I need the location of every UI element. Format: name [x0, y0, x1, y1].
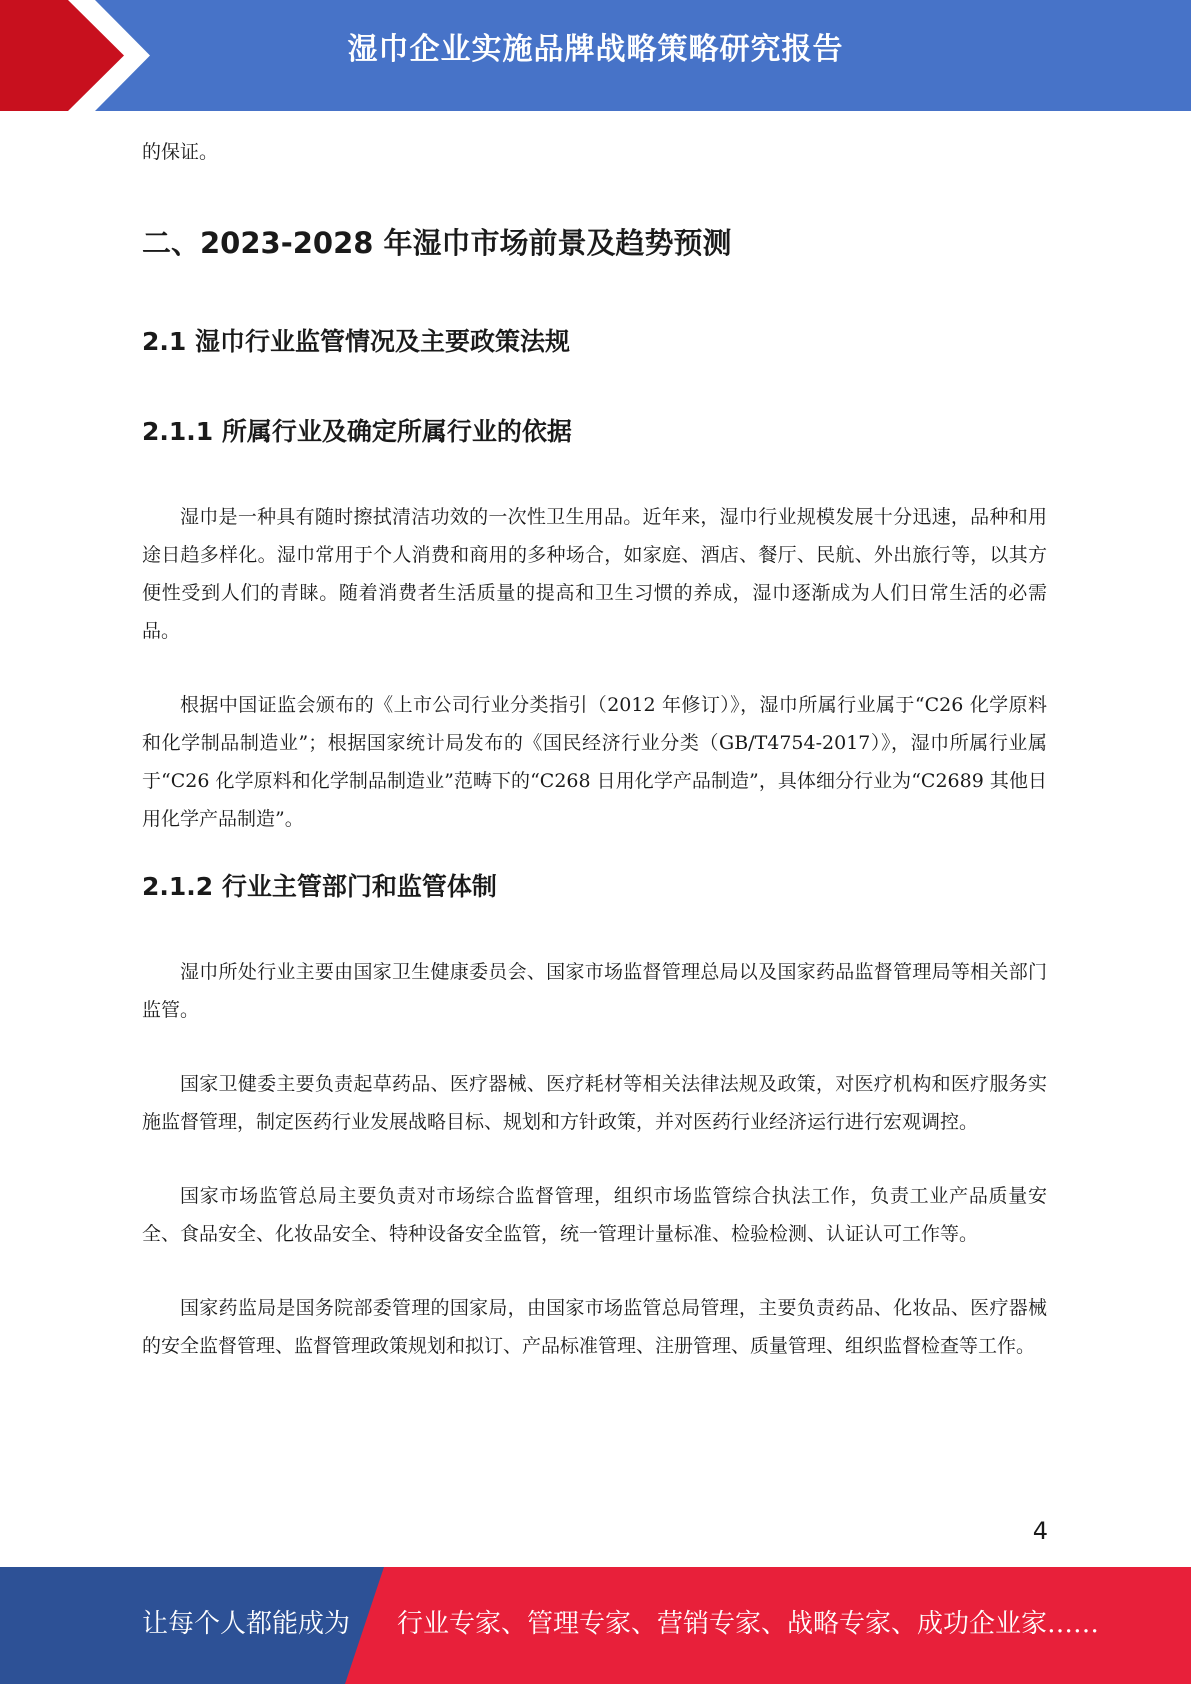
page-content [142, 133, 1047, 1365]
footer-band [0, 1567, 1191, 1684]
footer-slogan-tail: 行业专家、管理专家、营销专家、战略专家、成功企业家…… [397, 1609, 1100, 1639]
page-number: 4 [1032, 1517, 1048, 1545]
paragraph: 国家药监局是国务院部委管理的国家局，由国家市场监管总局管理，主要负责药品、化妆品、医疗器械的安全监督管理、监督管理政策规划和拟订、产品标准管理、注册管理、质量管理、组织监督检查等工作。 [142, 1297, 1047, 1357]
subsection-heading: 2.1 湿巾行业监管情况及主要政策法规 [142, 327, 570, 356]
continuation-text: 的保证。 [142, 141, 219, 163]
paragraph: 根据中国证监会颁布的《上市公司行业分类指引（2012 年修订）》，湿巾所属行业属于“C26 化学原料和化学制品制造业”；根据国家统计局发布的《国民经济行业分类（GB/T4754-2017）》，湿巾所属行业属于“C26 化学原料和化学制品制造业”范畴下的“C268 日用化学产品制造”，具体细分行业为“C2689 其他日用化学产品制造”。 [142, 694, 1047, 830]
footer-slogan-lead: 让每个人都能成为 [142, 1609, 351, 1639]
subsubsection-heading-2-1-1: 2.1.1 所属行业及确定所属行业的依据 [142, 417, 572, 446]
subsubsection-heading-2-1-2: 2.1.2 行业主管部门和监管体制 [142, 872, 497, 901]
header-band [0, 0, 1191, 111]
paragraph: 国家卫健委主要负责起草药品、医疗器械、医疗耗材等相关法律法规及政策，对医疗机构和医疗服务实施监督管理，制定医药行业发展战略目标、规划和方针政策，并对医药行业经济运行进行宏观调控。 [142, 1073, 1047, 1133]
section-heading: 二、2023-2028 年湿巾市场前景及趋势预测 [142, 226, 732, 260]
paragraph: 湿巾是一种具有随时擦拭清洁功效的一次性卫生用品。近年来，湿巾行业规模发展十分迅速，品种和用途日趋多样化。湿巾常用于个人消费和商用的多种场合，如家庭、酒店、餐厅、民航、外出旅行等，以其方便性受到人们的青睐。随着消费者生活质量的提高和卫生习惯的养成，湿巾逐渐成为人们日常生活的必需品。 [142, 506, 1047, 642]
paragraph: 国家市场监管总局主要负责对市场综合监督管理，组织市场监管综合执法工作，负责工业产品质量安全、食品安全、化妆品安全、特种设备安全监管，统一管理计量标准、检验检测、认证认可工作等。 [142, 1185, 1047, 1245]
paragraph: 湿巾所处行业主要由国家卫生健康委员会、国家市场监督管理总局以及国家药品监督管理局等相关部门监管。 [142, 961, 1047, 1021]
report-title: 湿巾企业实施品牌战略策略研究报告 [347, 32, 844, 67]
